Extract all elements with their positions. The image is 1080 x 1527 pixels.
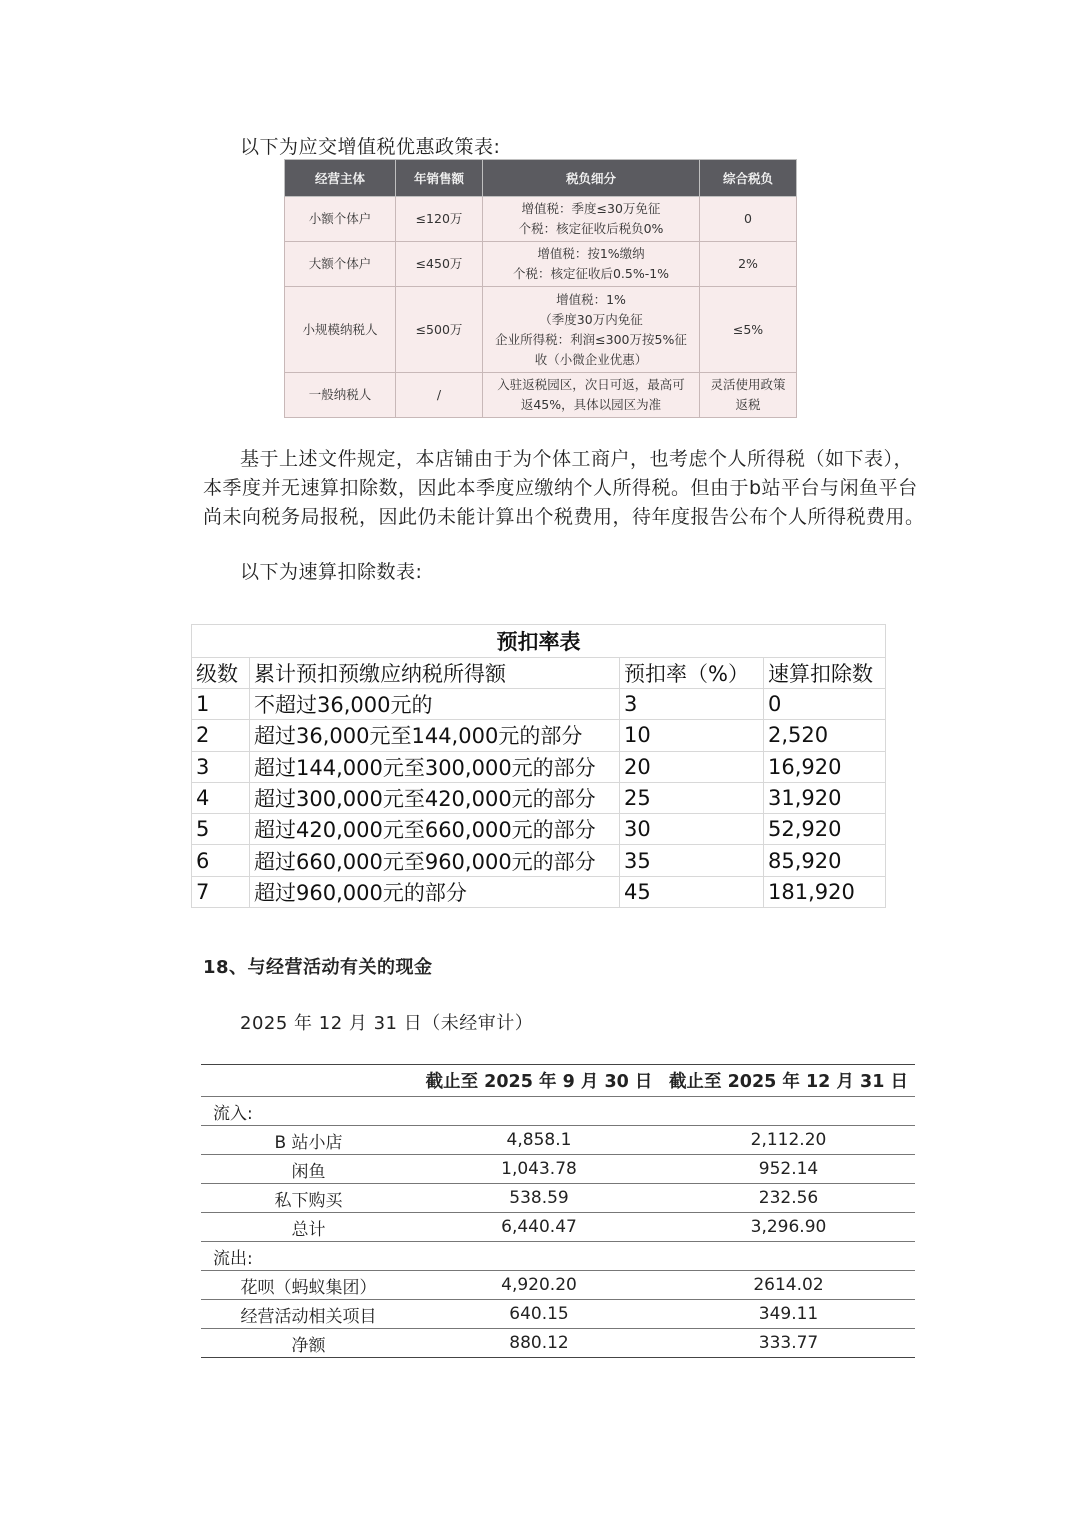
rate-cell: 6 [192,845,250,876]
rate-cell: 2,520 [764,720,886,751]
vat-header-cell: 经营主体 [285,160,396,197]
rate-cell: 超过660,000元至960,000元的部分 [250,845,620,876]
cash-cell: B 站小店 [201,1126,416,1155]
cash-header-cell: 截止至 2025 年 9 月 30 日 [416,1065,662,1097]
rate-table-row [192,845,886,876]
vat-cell: 小额个体户 [285,197,396,242]
cash-table-row [201,1184,915,1213]
vat-header-cell: 综合税负 [700,160,797,197]
rate-cell: 1 [192,689,250,720]
cash-table-row [201,1300,915,1329]
rate-cell: 2 [192,720,250,751]
rate-cell: 不超过36,000元的 [250,689,620,720]
cash-cell [416,1242,662,1271]
rate-cell: 25 [620,782,764,813]
withholding-rate-table [191,624,886,908]
cash-cell: 3,296.90 [662,1213,915,1242]
rate-header-cell: 预扣率（%） [620,658,764,689]
rate-cell: 181,920 [764,876,886,907]
cash-cell: 6,440.47 [416,1213,662,1242]
cash-cell: 640.15 [416,1300,662,1329]
rate-table-title: 预扣率表 [192,625,886,658]
cash-cell [662,1242,915,1271]
cash-table-row [201,1097,915,1126]
rate-cell: 10 [620,720,764,751]
vat-cell: 入驻返税园区，次日可返，最高可 返45%，具体以园区为准 [483,373,700,418]
cash-cell: 4,920.20 [416,1271,662,1300]
cash-cell: 349.11 [662,1300,915,1329]
rate-cell: 3 [620,689,764,720]
rate-cell: 超过960,000元的部分 [250,876,620,907]
vat-cell: 2% [700,242,797,287]
cash-header-cell [201,1065,416,1097]
cash-cell: 232.56 [662,1184,915,1213]
rate-cell: 30 [620,814,764,845]
rate-table-row [192,876,886,907]
cash-cell: 流出: [201,1242,416,1271]
vat-cell: 增值税：季度≤30万免征 个税：核定征收后税负0% [483,197,700,242]
rate-table-row [192,720,886,751]
rate-cell: 31,920 [764,782,886,813]
cash-cell: 952.14 [662,1155,915,1184]
cash-cell: 流入: [201,1097,416,1126]
vat-header-cell: 税负细分 [483,160,700,197]
cash-cell: 总计 [201,1213,416,1242]
cash-cell: 闲鱼 [201,1155,416,1184]
section-date: 2025 年 12 月 31 日（未经审计） [240,1013,534,1034]
section-heading: 18、与经营活动有关的现金 [203,957,433,978]
vat-cell: / [396,373,483,418]
rate-cell: 3 [192,751,250,782]
cash-table-row [201,1155,915,1184]
cash-table-row [201,1126,915,1155]
vat-table-row [285,197,797,242]
cash-cell: 1,043.78 [416,1155,662,1184]
vat-cell: ≤120万 [396,197,483,242]
rate-table-title-row [192,625,886,658]
body-paragraph-line-1: 基于上述文件规定，本店铺由于为个体工商户，也考虑个人所得税（如下表）， [240,448,914,470]
cash-cell: 333.77 [662,1329,915,1358]
cash-cell: 538.59 [416,1184,662,1213]
cash-cell: 私下购买 [201,1184,416,1213]
cash-table-row [201,1271,915,1300]
body-paragraph-line-2: 本季度并无速算扣除数，因此本季度应缴纳个人所得税。但由于b站平台与闲鱼平台 [203,477,918,499]
cash-cell: 净额 [201,1329,416,1358]
rate-table-row [192,689,886,720]
rate-cell: 7 [192,876,250,907]
rate-cell: 0 [764,689,886,720]
rate-cell: 52,920 [764,814,886,845]
vat-cell: 0 [700,197,797,242]
vat-cell: ≤5% [700,287,797,373]
vat-header-cell: 年销售额 [396,160,483,197]
rate-table-header [192,658,886,689]
vat-cell: 小规模纳税人 [285,287,396,373]
cash-cell [416,1097,662,1126]
rate-cell: 35 [620,845,764,876]
cash-cell: 880.12 [416,1329,662,1358]
vat-cell: 大额个体户 [285,242,396,287]
rate-intro-text: 以下为速算扣除数表: [240,561,423,583]
rate-cell: 超过144,000元至300,000元的部分 [250,751,620,782]
rate-cell: 85,920 [764,845,886,876]
vat-table-row [285,373,797,418]
operating-cash-table [201,1064,915,1358]
vat-policy-table [284,159,797,418]
cash-table-row [201,1242,915,1271]
cash-table-row [201,1213,915,1242]
vat-table-header [285,160,797,197]
cash-table-row [201,1329,915,1358]
cash-table-header [201,1065,915,1097]
rate-cell: 超过300,000元至420,000元的部分 [250,782,620,813]
rate-header-cell: 累计预扣预缴应纳税所得额 [250,658,620,689]
rate-cell: 超过420,000元至660,000元的部分 [250,814,620,845]
body-paragraph-line-3: 尚未向税务局报税，因此仍未能计算出个税费用，待年度报告公布个人所得税费用。 [203,506,925,528]
rate-table-row [192,751,886,782]
vat-cell: ≤500万 [396,287,483,373]
vat-cell: 灵活使用政策 返税 [700,373,797,418]
cash-cell [662,1097,915,1126]
cash-cell: 2,112.20 [662,1126,915,1155]
cash-cell: 经营活动相关项目 [201,1300,416,1329]
cash-cell: 花呗（蚂蚁集团） [201,1271,416,1300]
rate-table-row [192,814,886,845]
rate-table-row [192,782,886,813]
rate-header-cell: 速算扣除数 [764,658,886,689]
vat-cell: 一般纳税人 [285,373,396,418]
cash-cell: 2614.02 [662,1271,915,1300]
cash-cell: 4,858.1 [416,1126,662,1155]
vat-intro-text: 以下为应交增值税优惠政策表: [240,136,501,158]
vat-cell: 增值税：按1%缴纳 个税：核定征收后0.5%-1% [483,242,700,287]
rate-cell: 超过36,000元至144,000元的部分 [250,720,620,751]
vat-table-row [285,242,797,287]
vat-table-row [285,287,797,373]
vat-cell: 增值税：1% （季度30万内免征 企业所得税：利润≤300万按5%征 收（小微企业优惠） [483,287,700,373]
rate-cell: 16,920 [764,751,886,782]
cash-header-cell: 截止至 2025 年 12 月 31 日 [662,1065,915,1097]
rate-cell: 20 [620,751,764,782]
rate-cell: 5 [192,814,250,845]
rate-cell: 45 [620,876,764,907]
rate-header-cell: 级数 [192,658,250,689]
vat-cell: ≤450万 [396,242,483,287]
rate-cell: 4 [192,782,250,813]
